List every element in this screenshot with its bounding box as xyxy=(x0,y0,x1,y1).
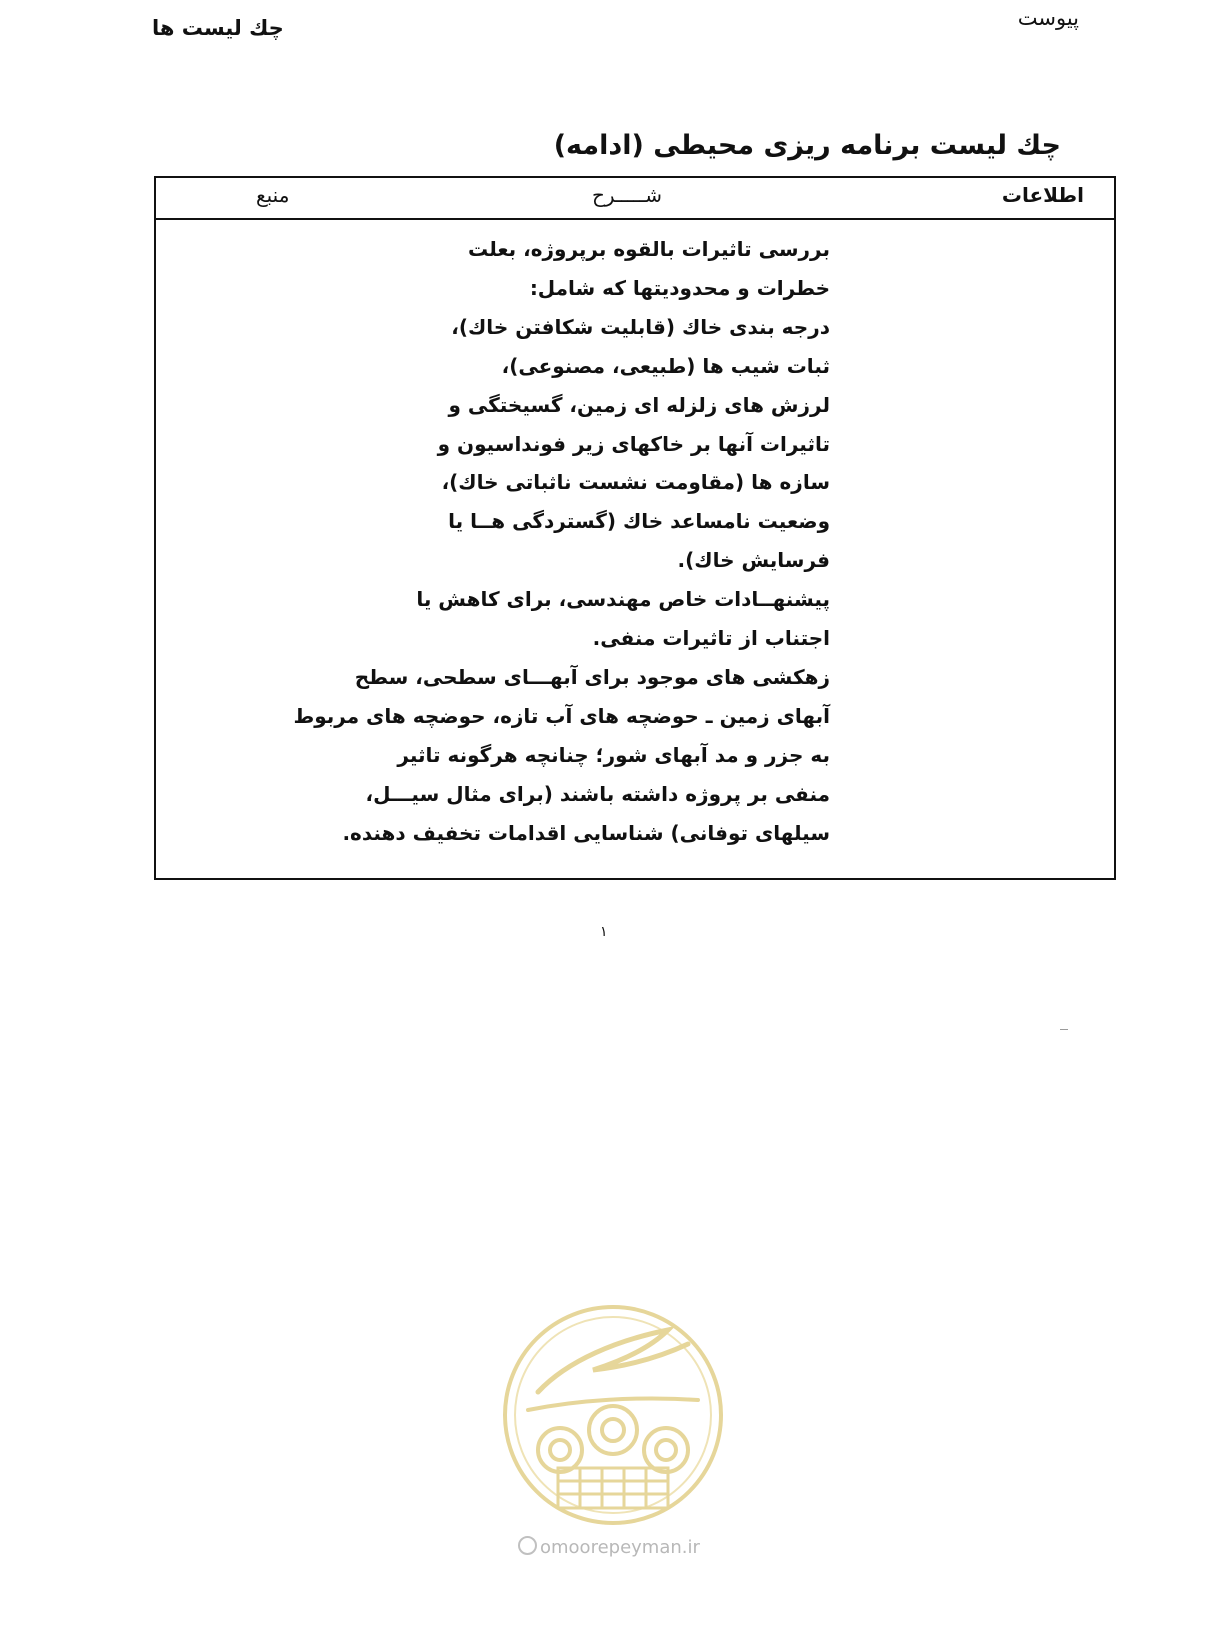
table-header-row xyxy=(156,178,1114,220)
description-line: درجه بندی خاك (قابلیت شكافتن خاك)، xyxy=(451,314,830,339)
description-line: لرزش های زلزله ای زمین، گسیختگی و xyxy=(448,392,830,417)
description-line: بررسی تاثیرات بالقوه برپروژه، بعلت xyxy=(468,237,830,261)
header-chapter-label: چك لیست ها xyxy=(152,16,284,40)
watermark-url-text: omoorepeyman.ir xyxy=(540,1537,700,1558)
column-header-source: منبع xyxy=(256,183,290,207)
at-icon xyxy=(518,1536,537,1555)
description-line: خطرات و محدودیتها که شامل: xyxy=(529,275,830,300)
description-line: تاثیرات آنها بر خاكهای زیر فونداسیون و xyxy=(437,431,830,456)
description-line: سیلهای توفانی) شناسایی اقدامات تخفیف دهنده. xyxy=(342,820,830,845)
column-header-description: شـــــرح xyxy=(592,183,662,207)
page-number: ۱ xyxy=(600,924,608,940)
description-line: سازه ها (مقاومت نشست ناثباتی خاك)، xyxy=(441,470,830,495)
checklist-table xyxy=(154,176,1116,880)
description-line: وضعیت نامساعد خاك (گستردگی هــا یا xyxy=(448,509,830,534)
description-line: ثبات شیب ها (طبیعی، مصنوعی)، xyxy=(501,353,830,378)
watermark-url xyxy=(518,1536,700,1558)
description-line: زهكشی های موجود برای آبهـــای سطحی، سطح xyxy=(354,664,830,689)
description-line: پیشنهــادات خاص مهندسی، برای كاهش یا xyxy=(416,587,830,612)
side-scan-mark xyxy=(1060,1029,1068,1030)
description-text xyxy=(240,230,830,853)
description-line: آبهای زمین ـ حوضچه های آب تازه، حوضچه های مربوط xyxy=(293,703,830,728)
description-line: منفی بر پروژه داشته باشند (برای مثال سیـــل، xyxy=(365,781,830,806)
description-line: به جزر و مد آبهای شور؛ چنانچه هرگونه تاثیر xyxy=(397,742,830,767)
column-header-info: اطلاعات xyxy=(1001,183,1084,207)
description-line: فرسایش خاك). xyxy=(677,548,830,573)
page-title: چك لیست برنامه ریزی محیطی (ادامه) xyxy=(553,130,1061,161)
header-section-label: پیوست xyxy=(1017,6,1079,30)
watermark-stamp-logo xyxy=(498,1300,728,1530)
description-line: اجتناب از تاثیرات منفی. xyxy=(592,626,830,651)
